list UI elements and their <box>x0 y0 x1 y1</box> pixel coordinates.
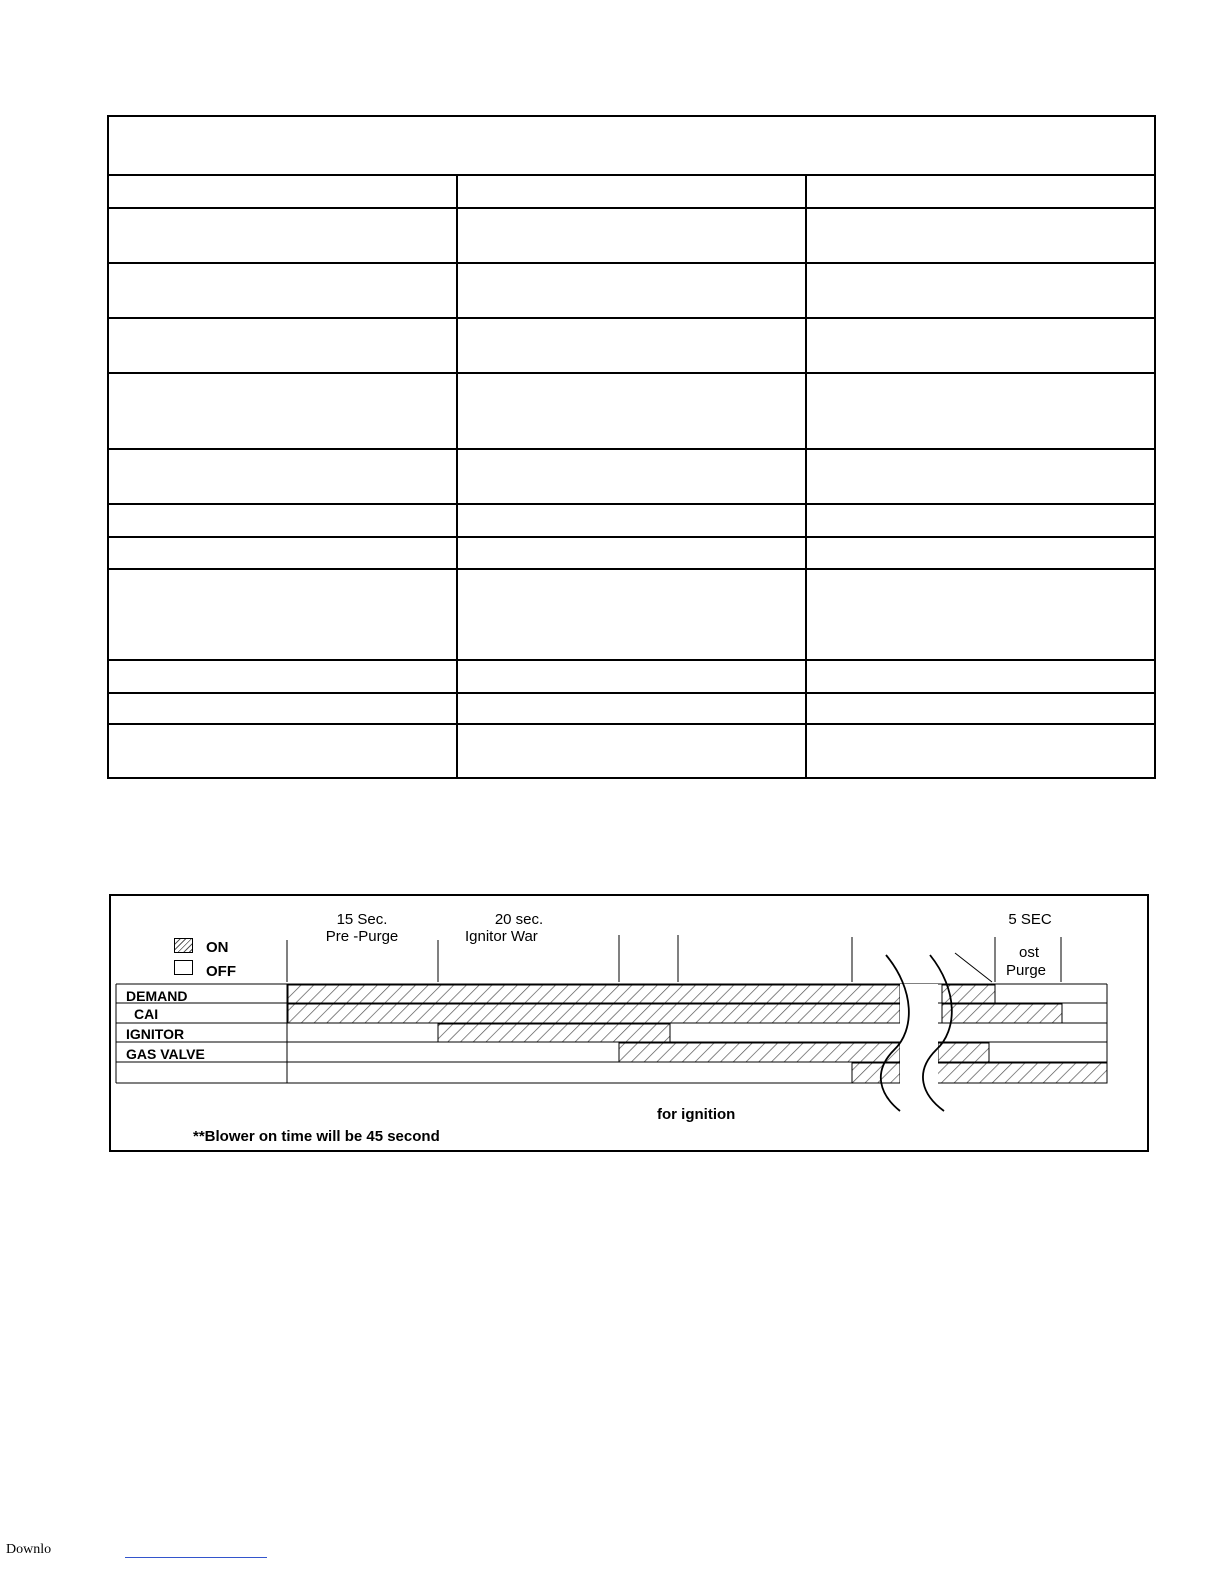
footer-text: Downlo <box>6 1542 52 1557</box>
post-purge-time: 5 SEC <box>1008 911 1052 928</box>
gas-valve-bar-1 <box>619 1043 900 1062</box>
gas-valve-bar-2 <box>938 1043 989 1062</box>
note-blower-time: **Blower on time will be 45 second <box>193 1128 440 1145</box>
pre-purge-name: Pre -Purge <box>325 928 399 945</box>
legend-off-swatch <box>174 960 193 975</box>
signal-bars <box>288 985 1107 1083</box>
signal-label-cai: CAI <box>134 1006 159 1022</box>
ignitor-warm-time: 20 sec. <box>494 911 544 928</box>
note-ignition: for ignition <box>657 1106 736 1123</box>
blower-bar-1 <box>852 1063 900 1083</box>
signal-label-demand: DEMAND <box>126 988 188 1004</box>
legend-on-swatch <box>174 938 193 953</box>
legend-off-label: OFF <box>206 963 236 980</box>
post-purge-name-1: ost <box>1018 944 1039 961</box>
pre-purge-time: 15 Sec. <box>336 911 388 928</box>
signal-label-gas-valve: GAS VALVE <box>126 1046 205 1062</box>
blower-bar-2 <box>930 1063 1107 1083</box>
cai-bar-2 <box>942 1004 1062 1023</box>
footer-link[interactable] <box>125 1557 267 1558</box>
post-purge-name-2: Purge <box>1005 962 1047 979</box>
ignitor-warm-name: Ignitor War <box>465 928 538 945</box>
demand-bar-1 <box>288 985 900 1003</box>
ignitor-bar <box>438 1024 670 1042</box>
cai-bar-1 <box>288 1004 900 1023</box>
legend-on-label: ON <box>206 939 229 956</box>
signal-label-ignitor: IGNITOR <box>126 1026 185 1042</box>
